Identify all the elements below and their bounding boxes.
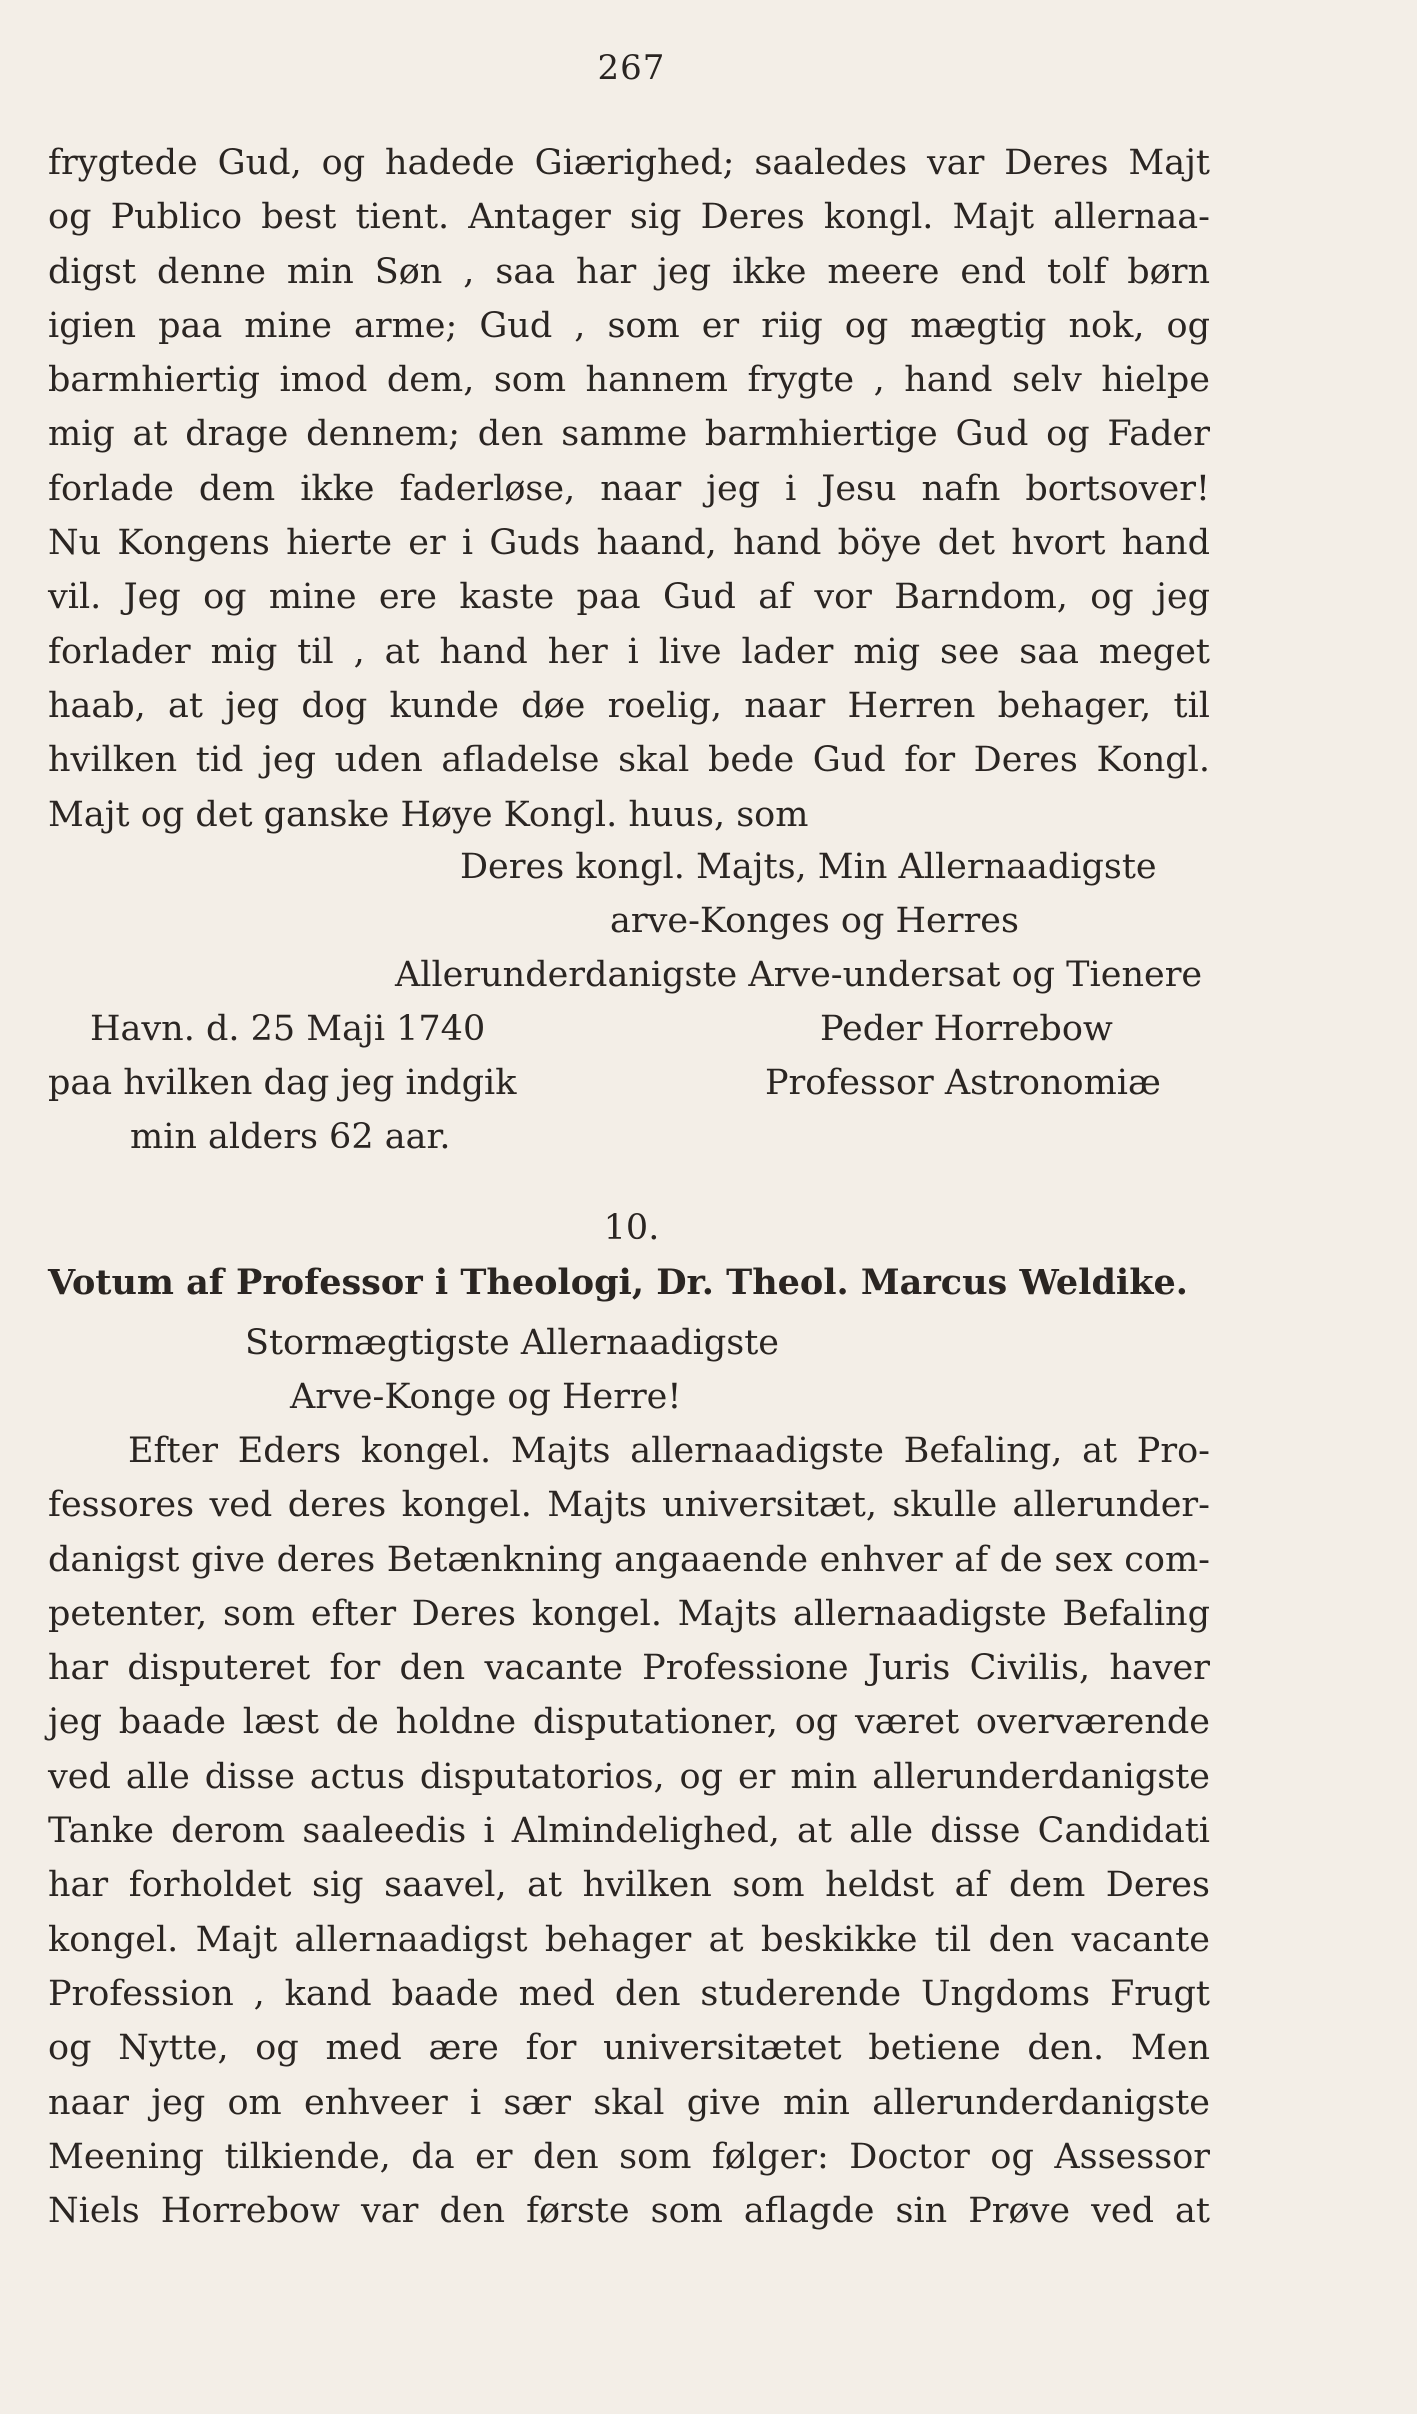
page-number: 267 (597, 48, 666, 88)
text-line: digst denne min Søn , saa har jeg ikke meere end tolf børn (48, 251, 1210, 292)
text-line: forlade dem ikke faderløse, naar jeg i Jesu nafn bortsover! (48, 468, 1210, 509)
salutation-line-2: Arve-Konge og Herre! (290, 1377, 682, 1417)
text-line: barmhiertig imod dem, som hannem frygte , hand selv hielpe (48, 360, 1210, 401)
signature-note: paa hvilken dag jeg indgik (48, 1063, 517, 1103)
text-line: hvilken tid jeg uden afladelse skal bede Gud for Deres Kongl. (48, 740, 1210, 781)
text-line: Niels Horrebow var den første som aflagde sin Prøve ved at (48, 2191, 1210, 2232)
text-line: ved alle disse actus disputatorios, og er min allerunderdanigste (48, 1756, 1210, 1797)
text-line: fessores ved deres kongel. Majts universitæt, skulle allerunder- (48, 1485, 1210, 1526)
text-line: Meening tilkiende, da er den som følger: Doctor og Assessor (48, 2136, 1210, 2177)
text-line: haab, at jeg dog kunde døe roelig, naar Herren behager, til (48, 685, 1210, 726)
signature-age: min alders 62 aar. (130, 1117, 451, 1157)
closing-line-3: Allerunderdanigste Arve-undersat og Tienere (395, 955, 1203, 995)
text-line: petenter, som efter Deres kongel. Majts allernaadigste Befaling (48, 1593, 1210, 1634)
closing-line-2: arve-Konges og Herres (610, 901, 1019, 941)
votum-body-paragraph (48, 1424, 1210, 2238)
text-line: mig at drage dennem; den samme barmhiertige Gud og Fader (48, 414, 1210, 455)
text-line: danigst give deres Betænkning angaaende enhver af de sex com- (48, 1539, 1210, 1580)
text-line: igien paa mine arme; Gud , som er riig og mægtig nok, og (48, 305, 1210, 346)
salutation-line-1: Stormægtigste Allernaadigste (245, 1323, 779, 1363)
section-title: Votum af Professor i Theologi, Dr. Theol. Marcus Weldike. (48, 1262, 1188, 1303)
text-line: forlader mig til , at hand her i live lader mig see saa meget (48, 631, 1210, 672)
text-line: vil. Jeg og mine ere kaste paa Gud af vor Barndom, og jeg (48, 577, 1210, 618)
text-line: Efter Eders kongel. Majts allernaadigste Befaling, at Pro- (128, 1431, 1210, 1471)
signature-name: Peder Horrebow (820, 1009, 1113, 1049)
text-line: har disputeret for den vacante Professione Juris Civilis, haver (48, 1648, 1210, 1689)
text-line: Majt og det ganske Høye Kongl. huus, som (48, 794, 809, 835)
closing-line-1: Deres kongl. Majts, Min Allernaadigste (460, 847, 1157, 887)
text-line: Nu Kongens hierte er i Guds haand, hand böye det hvort hand (48, 523, 1210, 564)
section-number: 10. (603, 1208, 660, 1248)
signature-place-date: Havn. d. 25 Maji 1740 (90, 1009, 486, 1049)
letter-body-paragraph (48, 136, 1210, 842)
text-line: har forholdet sig saavel, at hvilken som heldst af dem Deres (48, 1865, 1210, 1906)
text-line: Tanke derom saaleedis i Almindelighed, at alle disse Candidati (48, 1811, 1210, 1852)
text-line: naar jeg om enhveer i sær skal give min allerunderdanigste (48, 2082, 1210, 2123)
text-line: Profession , kand baade med den studerende Ungdoms Frugt (48, 1973, 1210, 2014)
text-line: kongel. Majt allernaadigst behager at beskikke til den vacante (48, 1919, 1210, 1960)
signature-title: Professor Astronomiæ (765, 1063, 1161, 1103)
text-line: og Publico best tient. Antager sig Deres kongl. Majt allernaa- (48, 197, 1210, 238)
text-line: og Nytte, og med ære for universitætet betiene den. Men (48, 2028, 1210, 2069)
text-line: frygtede Gud, og hadede Giærighed; saaledes var Deres Majt (48, 143, 1210, 183)
text-line: jeg baade læst de holdne disputationer, og været overværende (48, 1702, 1210, 1743)
